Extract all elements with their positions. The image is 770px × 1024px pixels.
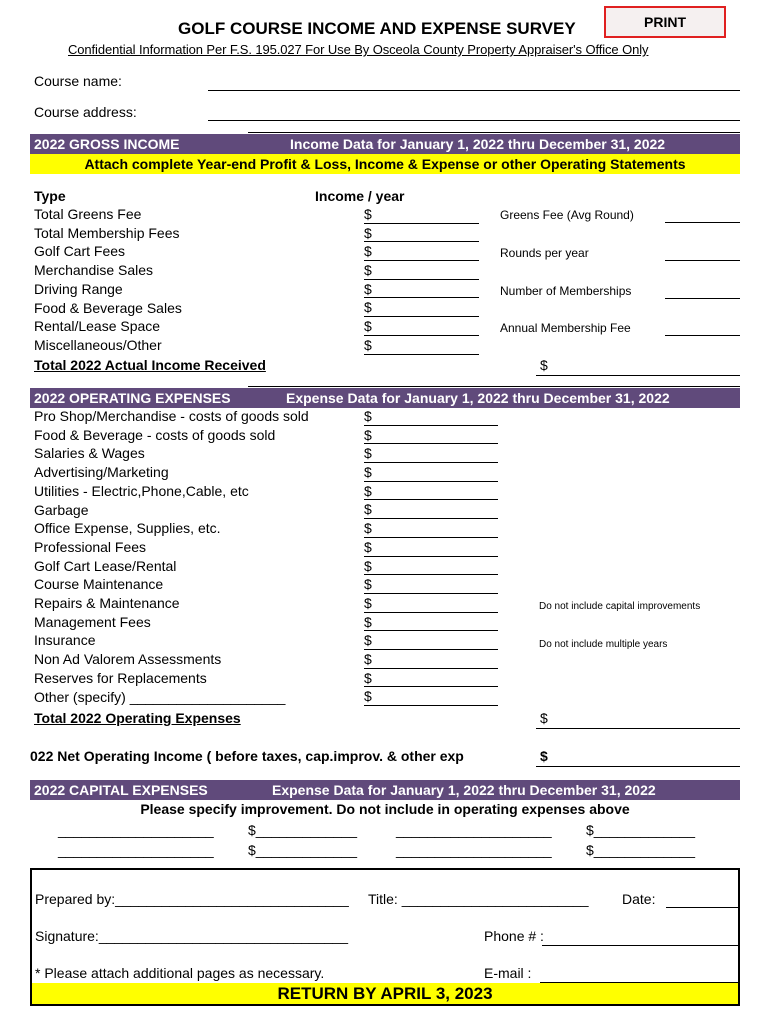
expense-item: Repairs & Maintenance — [34, 595, 180, 612]
capital-desc-field[interactable]: ____________________ — [58, 842, 214, 858]
prepared-by-field[interactable]: Prepared by:______________________________ — [35, 891, 349, 907]
gross-income-heading: 2022 GROSS INCOME — [34, 136, 180, 152]
course-name-label: Course name: — [34, 73, 122, 89]
total-income-label: Total 2022 Actual Income Received — [34, 357, 266, 373]
expense-amount-field[interactable]: $ — [364, 482, 498, 501]
capital-amount-field[interactable]: $_____________ — [586, 822, 696, 838]
expense-amount-field[interactable]: $ — [364, 575, 498, 594]
net-operating-income-label: 022 Net Operating Income ( before taxes, cap.improv. & other exp — [30, 748, 464, 764]
repairs-note: Do not include capital improvements — [539, 601, 701, 612]
capital-desc-field[interactable]: ____________________ — [58, 822, 214, 838]
expense-amount-field[interactable]: $ — [364, 519, 498, 538]
total-expenses-field[interactable] — [536, 728, 740, 729]
form-title: GOLF COURSE INCOME AND EXPENSE SURVEY — [178, 19, 576, 38]
total-expenses-label: Total 2022 Operating Expenses — [34, 710, 241, 726]
expense-amount-field[interactable]: $ — [364, 426, 498, 445]
capital-amount-field[interactable]: $_____________ — [248, 842, 358, 858]
expense-item: Advertising/Marketing — [34, 464, 169, 481]
capital-amount-field[interactable]: $_____________ — [248, 822, 358, 838]
return-by-banner: RETURN BY APRIL 3, 2023 — [32, 983, 738, 1004]
income-item: Miscellaneous/Other — [34, 336, 162, 353]
income-item: Driving Range — [34, 280, 123, 297]
expense-item: Golf Cart Lease/Rental — [34, 557, 177, 574]
capital-expenses-heading: 2022 CAPITAL EXPENSES — [34, 782, 208, 798]
confidential-subtitle: Confidential Information Per F.S. 195.027 For Use By Osceola County Property Appraiser's Office Only — [68, 42, 649, 57]
income-amount-field[interactable]: $ — [364, 298, 479, 317]
income-amount-field[interactable]: $ — [364, 224, 479, 243]
gross-income-bar — [30, 134, 740, 154]
expense-amount-field[interactable]: $ — [364, 557, 498, 576]
title-field[interactable]: Title: ________________________ — [368, 891, 589, 907]
income-year-header: Income / year — [315, 188, 405, 204]
expense-amount-field[interactable]: $ — [364, 594, 498, 613]
expense-amount-field[interactable]: $ — [364, 407, 498, 426]
capital-desc-field[interactable]: ____________________ — [396, 822, 552, 838]
print-button[interactable]: PRINT — [604, 6, 726, 38]
expense-item: Food & Beverage - costs of goods sold — [34, 426, 276, 443]
operating-expenses-bar — [30, 388, 740, 408]
insurance-note: Do not include multiple years — [539, 639, 668, 650]
income-item: Total Membership Fees — [34, 224, 180, 241]
preparer-box — [30, 868, 740, 1006]
net-income-field[interactable] — [536, 766, 740, 767]
expense-item: Utilities - Electric,Phone,Cable, etc — [34, 482, 249, 499]
greens-fee-label: Greens Fee (Avg Round) — [500, 208, 634, 222]
memberships-field[interactable] — [665, 298, 740, 299]
income-item: Total Greens Fee — [34, 206, 142, 222]
course-name-line — [208, 90, 740, 91]
income-amount-field[interactable]: $ — [364, 242, 479, 261]
expense-amount-field[interactable]: $ — [364, 669, 498, 688]
income-item: Merchandise Sales — [34, 262, 154, 279]
rounds-label: Rounds per year — [500, 246, 589, 260]
expense-item: Garbage — [34, 501, 89, 518]
date-field[interactable] — [666, 907, 738, 908]
course-name-input[interactable] — [210, 72, 738, 90]
income-period: Income Data for January 1, 2022 thru December 31, 2022 — [290, 136, 666, 152]
income-amounts — [364, 205, 479, 355]
net-income-currency: $ — [540, 748, 548, 764]
expense-amount-field[interactable]: $ — [364, 631, 498, 650]
greens-fee-field[interactable] — [665, 222, 740, 223]
income-amount-field[interactable]: $ — [364, 205, 479, 224]
expense-item: Management Fees — [34, 613, 151, 630]
expense-amount-field[interactable]: $ — [364, 538, 498, 557]
expense-item: Reserves for Replacements — [34, 669, 207, 686]
expense-item: Salaries & Wages — [34, 445, 145, 462]
expense-item: Pro Shop/Merchandise - costs of goods sold — [34, 408, 309, 424]
membership-fee-field[interactable] — [665, 335, 740, 336]
income-items — [34, 205, 182, 355]
capital-note: Please specify improvement. Do not include in operating expenses above — [140, 801, 630, 817]
expense-top-line — [248, 386, 740, 387]
expense-item: Office Expense, Supplies, etc. — [34, 520, 221, 537]
expense-item: Other (specify) ____________________ — [34, 688, 286, 705]
capital-expenses-bar — [30, 780, 740, 800]
expense-amount-field[interactable]: $ — [364, 444, 498, 463]
capital-period: Expense Data for January 1, 2022 thru December 31, 2022 — [272, 782, 656, 798]
expense-items — [34, 407, 309, 706]
course-address-line — [208, 120, 740, 121]
expense-amounts — [364, 407, 498, 706]
total-income-currency: $ — [540, 357, 548, 373]
income-item: Golf Cart Fees — [34, 243, 126, 260]
course-address-line-2 — [248, 132, 740, 133]
attach-statements-note: Attach complete Year-end Profit & Loss, Income & Expense or other Operating Statements — [30, 154, 740, 174]
income-item: Rental/Lease Space — [34, 318, 161, 335]
expense-item: Non Ad Valorem Assessments — [34, 651, 222, 668]
operating-expenses-heading: 2022 OPERATING EXPENSES — [34, 390, 231, 406]
capital-amount-field[interactable]: $_____________ — [586, 842, 696, 858]
memberships-label: Number of Memberships — [500, 284, 632, 298]
income-item: Food & Beverage Sales — [34, 299, 182, 316]
course-address-label: Course address: — [34, 104, 137, 120]
email-label: E-mail : — [484, 965, 532, 981]
total-income-field[interactable] — [536, 375, 740, 376]
course-address-input[interactable] — [210, 102, 738, 120]
income-amount-field[interactable]: $ — [364, 280, 479, 299]
expense-amount-field[interactable]: $ — [364, 613, 498, 632]
expense-period: Expense Data for January 1, 2022 thru December 31, 2022 — [286, 390, 670, 406]
capital-desc-field[interactable]: ____________________ — [396, 842, 552, 858]
membership-fee-label: Annual Membership Fee — [500, 321, 631, 335]
rounds-field[interactable] — [665, 260, 740, 261]
expense-item: Course Maintenance — [34, 576, 164, 593]
expense-amount-field[interactable]: $ — [364, 463, 498, 482]
signature-field[interactable]: Signature:________________________________ — [35, 928, 348, 944]
expense-item: Professional Fees — [34, 538, 147, 555]
expense-item: Insurance — [34, 632, 96, 649]
income-amount-field[interactable]: $ — [364, 317, 479, 336]
expense-amount-field[interactable]: $ — [364, 650, 498, 669]
type-header: Type — [34, 188, 66, 204]
income-amount-field[interactable]: $ — [364, 261, 479, 280]
total-expenses-currency: $ — [540, 710, 548, 726]
phone-field[interactable] — [542, 945, 738, 946]
expense-amount-field[interactable]: $ — [364, 687, 498, 706]
attach-pages-note: * Please attach additional pages as necessary. — [35, 965, 325, 981]
expense-amount-field[interactable]: $ — [364, 500, 498, 519]
date-label: Date: — [622, 891, 656, 907]
income-amount-field[interactable]: $ — [364, 336, 479, 355]
phone-label: Phone # : — [484, 928, 544, 944]
